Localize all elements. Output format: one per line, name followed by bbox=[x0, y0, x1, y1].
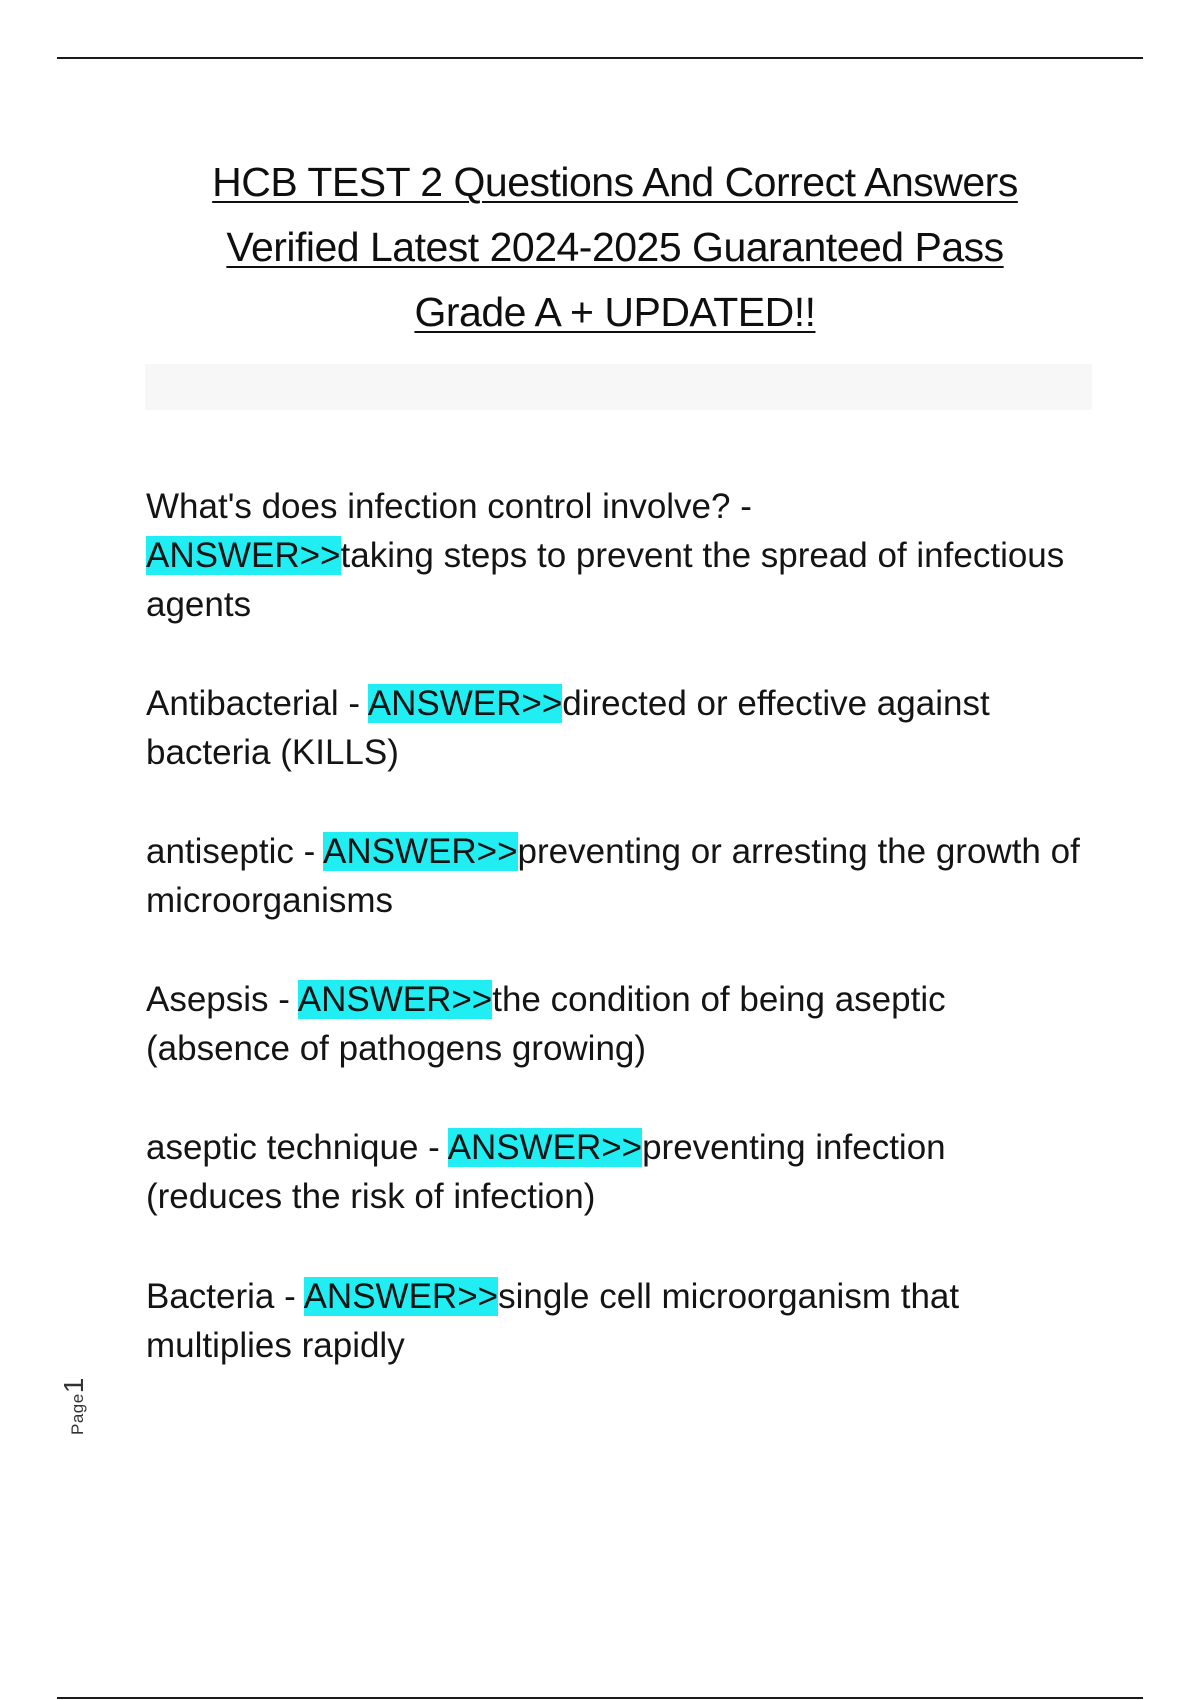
entry-definition: single cell microorganism that multiplies rapidly bbox=[146, 1277, 960, 1365]
qa-entry bbox=[146, 1272, 1086, 1370]
answer-marker: ANSWER>> bbox=[303, 1277, 499, 1316]
answer-marker: ANSWER>> bbox=[297, 980, 493, 1019]
page-label: Page bbox=[68, 1393, 87, 1435]
qa-entry bbox=[146, 827, 1086, 925]
answer-marker: ANSWER>> bbox=[146, 536, 341, 575]
entry-definition: directed or effective against bacteria (KILLS) bbox=[146, 684, 990, 772]
entry-definition: preventing or arresting the growth of microorganisms bbox=[146, 832, 1080, 920]
entry-definition: the condition of being aseptic (absence of pathogens growing) bbox=[146, 980, 946, 1068]
header-rule bbox=[57, 57, 1143, 59]
entry-term: Antibacterial - bbox=[146, 684, 360, 723]
entry-term: Bacteria - bbox=[146, 1277, 296, 1316]
entry-term: antiseptic - bbox=[146, 832, 316, 871]
entry-term: What's does infection control involve? - bbox=[146, 487, 752, 526]
title-line: HCB TEST 2 Questions And Correct Answers bbox=[212, 159, 1018, 205]
document-title bbox=[150, 150, 1080, 345]
qa-entry bbox=[146, 679, 1086, 777]
answer-marker: ANSWER>> bbox=[323, 832, 518, 871]
answer-marker: ANSWER>> bbox=[447, 1128, 643, 1167]
page-number bbox=[58, 1378, 90, 1435]
footer-rule bbox=[57, 1697, 1143, 1699]
qa-entry bbox=[146, 482, 1086, 629]
title-line: Verified Latest 2024-2025 Guaranteed Pass bbox=[226, 224, 1004, 270]
qa-entry bbox=[146, 1123, 1086, 1221]
answer-marker: ANSWER>> bbox=[367, 684, 563, 723]
qa-entry bbox=[146, 975, 1086, 1073]
page-number-value: 1 bbox=[58, 1377, 89, 1394]
entry-definition: taking steps to prevent the spread of infectious agents bbox=[146, 536, 1065, 624]
entry-definition: preventing infection (reduces the risk of infection) bbox=[146, 1128, 946, 1216]
entry-term: Asepsis - bbox=[146, 980, 290, 1019]
shaded-band bbox=[145, 364, 1092, 410]
title-line: Grade A + UPDATED!! bbox=[414, 289, 816, 335]
entry-term: aseptic technique - bbox=[146, 1128, 440, 1167]
